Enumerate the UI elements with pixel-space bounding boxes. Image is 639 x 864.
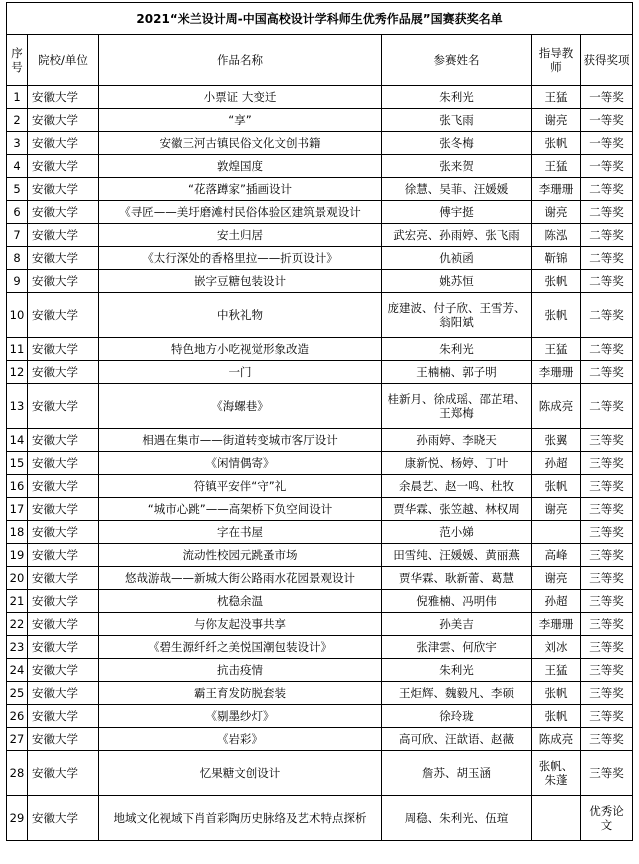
cell-advisor: 李珊珊 — [532, 361, 581, 384]
header-school: 院校/单位 — [28, 35, 99, 86]
cell-work: 小票证 大变迁 — [99, 86, 382, 109]
cell-index: 23 — [7, 636, 28, 659]
cell-school: 安徽大学 — [28, 728, 99, 751]
cell-index: 15 — [7, 452, 28, 475]
cell-advisor — [532, 796, 581, 841]
cell-advisor: 谢亮 — [532, 109, 581, 132]
cell-award: 三等奖 — [581, 475, 633, 498]
cell-work: 符镇平安伴“守”礼 — [99, 475, 382, 498]
cell-advisor: 王猛 — [532, 338, 581, 361]
cell-advisor: 李珊珊 — [532, 613, 581, 636]
cell-participants: 孙美吉 — [382, 613, 532, 636]
cell-participants: 周稳、朱利光、伍瑄 — [382, 796, 532, 841]
cell-school: 安徽大学 — [28, 452, 99, 475]
cell-award: 三等奖 — [581, 521, 633, 544]
cell-advisor: 谢亮 — [532, 498, 581, 521]
cell-work: “花落蹲家”插画设计 — [99, 178, 382, 201]
cell-advisor: 靳锦 — [532, 247, 581, 270]
header-advisor: 指导教师 — [532, 35, 581, 86]
cell-award: 一等奖 — [581, 109, 633, 132]
cell-award-line: 文 — [600, 818, 613, 832]
cell-index: 10 — [7, 293, 28, 338]
table-row — [7, 109, 633, 132]
cell-participants: 孙雨婷、李晓天 — [382, 429, 532, 452]
cell-work: 安徽三河古镇民俗文化文创书籍 — [99, 132, 382, 155]
cell-school: 安徽大学 — [28, 636, 99, 659]
cell-work: 一门 — [99, 361, 382, 384]
cell-participants: 张来贺 — [382, 155, 532, 178]
cell-index: 19 — [7, 544, 28, 567]
cell-index: 11 — [7, 338, 28, 361]
cell-work: “享” — [99, 109, 382, 132]
cell-index: 18 — [7, 521, 28, 544]
cell-participants — [382, 384, 532, 429]
cell-participants: 张冬梅 — [382, 132, 532, 155]
cell-index: 6 — [7, 201, 28, 224]
table-row — [7, 155, 633, 178]
cell-participants: 姚苏恒 — [382, 270, 532, 293]
cell-advisor: 张帆 — [532, 682, 581, 705]
cell-award — [581, 796, 633, 841]
cell-school: 安徽大学 — [28, 224, 99, 247]
cell-school: 安徽大学 — [28, 270, 99, 293]
cell-school: 安徽大学 — [28, 544, 99, 567]
cell-award: 二等奖 — [581, 293, 633, 338]
cell-award: 三等奖 — [581, 636, 633, 659]
cell-index: 25 — [7, 682, 28, 705]
cell-participants: 范小娣 — [382, 521, 532, 544]
table-row — [7, 429, 633, 452]
cell-award: 二等奖 — [581, 224, 633, 247]
table-row — [7, 751, 633, 796]
cell-advisor: 陈成亮 — [532, 728, 581, 751]
cell-award: 二等奖 — [581, 178, 633, 201]
table-row — [7, 682, 633, 705]
cell-school: 安徽大学 — [28, 429, 99, 452]
cell-advisor: 张帆 — [532, 293, 581, 338]
cell-participants: 仇祯函 — [382, 247, 532, 270]
cell-participants: 朱利光 — [382, 338, 532, 361]
cell-participants: 贾华霖、张笠越、林权周 — [382, 498, 532, 521]
cell-participants-line: 桂新月、徐成瑶、邵芷珺、 — [387, 392, 526, 406]
cell-award: 二等奖 — [581, 247, 633, 270]
cell-participants: 傅宇挺 — [382, 201, 532, 224]
cell-advisor: 谢亮 — [532, 201, 581, 224]
table-row — [7, 293, 633, 338]
cell-advisor: 王猛 — [532, 659, 581, 682]
cell-award: 三等奖 — [581, 682, 633, 705]
table-row — [7, 86, 633, 109]
cell-work: 嵌字豆糖包装设计 — [99, 270, 382, 293]
cell-work: 字在书屋 — [99, 521, 382, 544]
cell-index: 9 — [7, 270, 28, 293]
cell-award: 三等奖 — [581, 728, 633, 751]
table-body — [7, 86, 633, 841]
cell-index: 28 — [7, 751, 28, 796]
cell-award: 一等奖 — [581, 155, 633, 178]
cell-work: 《海螺巷》 — [99, 384, 382, 429]
table-row — [7, 338, 633, 361]
cell-school: 安徽大学 — [28, 705, 99, 728]
cell-participants: 倪雅楠、冯明伟 — [382, 590, 532, 613]
cell-participants: 高可欣、汪歆语、赵薇 — [382, 728, 532, 751]
cell-work: 忆果糖文创设计 — [99, 751, 382, 796]
cell-work: 《闲情偶寄》 — [99, 452, 382, 475]
cell-award: 三等奖 — [581, 659, 633, 682]
cell-work: 安土归居 — [99, 224, 382, 247]
cell-participants: 王炬辉、魏毅凡、李硕 — [382, 682, 532, 705]
cell-participants: 康新悦、杨婷、丁叶 — [382, 452, 532, 475]
cell-school: 安徽大学 — [28, 247, 99, 270]
cell-advisor: 张帆 — [532, 270, 581, 293]
table-row — [7, 636, 633, 659]
cell-school: 安徽大学 — [28, 201, 99, 224]
cell-work: 特色地方小吃视觉形象改造 — [99, 338, 382, 361]
cell-school: 安徽大学 — [28, 567, 99, 590]
cell-index: 24 — [7, 659, 28, 682]
cell-advisor: 孙超 — [532, 452, 581, 475]
table-row — [7, 361, 633, 384]
cell-participants: 詹苏、胡玉涵 — [382, 751, 532, 796]
cell-work: 与你友起没事共享 — [99, 613, 382, 636]
table-row — [7, 132, 633, 155]
header-index: 序号 — [7, 35, 28, 86]
cell-index: 27 — [7, 728, 28, 751]
cell-school: 安徽大学 — [28, 361, 99, 384]
cell-index: 3 — [7, 132, 28, 155]
cell-work: 《太行深处的香格里拉——折页设计》 — [99, 247, 382, 270]
table-row — [7, 201, 633, 224]
cell-participants: 张飞雨 — [382, 109, 532, 132]
cell-participants: 田雪纯、汪媛媛、黄丽燕 — [382, 544, 532, 567]
cell-award: 三等奖 — [581, 705, 633, 728]
cell-participants: 王楠楠、郭子明 — [382, 361, 532, 384]
cell-participants: 贾华霖、耿新蕾、葛慧 — [382, 567, 532, 590]
cell-index: 14 — [7, 429, 28, 452]
table-row — [7, 178, 633, 201]
cell-participants: 朱利光 — [382, 86, 532, 109]
cell-award: 三等奖 — [581, 452, 633, 475]
cell-school: 安徽大学 — [28, 132, 99, 155]
cell-work: 中秋礼物 — [99, 293, 382, 338]
cell-index: 16 — [7, 475, 28, 498]
cell-advisor: 孙超 — [532, 590, 581, 613]
cell-school: 安徽大学 — [28, 475, 99, 498]
cell-work: “城市心跳”——高架桥下负空间设计 — [99, 498, 382, 521]
cell-advisor: 谢亮 — [532, 567, 581, 590]
table-row — [7, 659, 633, 682]
table-row — [7, 705, 633, 728]
cell-index: 20 — [7, 567, 28, 590]
table-row — [7, 247, 633, 270]
table-row — [7, 224, 633, 247]
table-row — [7, 544, 633, 567]
cell-school: 安徽大学 — [28, 384, 99, 429]
cell-work: 枕稳余温 — [99, 590, 382, 613]
cell-advisor: 张帆 — [532, 475, 581, 498]
cell-advisor: 刘冰 — [532, 636, 581, 659]
cell-work: 抗击疫情 — [99, 659, 382, 682]
cell-award: 二等奖 — [581, 338, 633, 361]
cell-participants: 武宏亮、孙雨婷、张飞雨 — [382, 224, 532, 247]
cell-school: 安徽大学 — [28, 590, 99, 613]
cell-index: 1 — [7, 86, 28, 109]
cell-participants — [382, 293, 532, 338]
cell-participants: 徐慧、吴菲、汪媛媛 — [382, 178, 532, 201]
cell-school: 安徽大学 — [28, 293, 99, 338]
table-row — [7, 475, 633, 498]
cell-school: 安徽大学 — [28, 155, 99, 178]
table-row — [7, 521, 633, 544]
cell-participants: 徐玲珑 — [382, 705, 532, 728]
cell-award: 三等奖 — [581, 751, 633, 796]
cell-advisor: 陈泓 — [532, 224, 581, 247]
cell-award: 二等奖 — [581, 384, 633, 429]
cell-school: 安徽大学 — [28, 521, 99, 544]
cell-work: 《寻匠——美圩磨滩村民俗体验区建筑景观设计 — [99, 201, 382, 224]
cell-participants-line: 庞建波、付子欣、王雪芳、 — [387, 301, 526, 315]
cell-work: 《岩彩》 — [99, 728, 382, 751]
cell-award: 三等奖 — [581, 544, 633, 567]
table-row — [7, 567, 633, 590]
cell-award: 二等奖 — [581, 361, 633, 384]
cell-award: 一等奖 — [581, 132, 633, 155]
cell-school: 安徽大学 — [28, 178, 99, 201]
cell-school: 安徽大学 — [28, 751, 99, 796]
cell-participants-line: 王郑梅 — [439, 406, 474, 420]
cell-award-line: 优秀论 — [589, 804, 624, 818]
cell-advisor: 王猛 — [532, 86, 581, 109]
cell-school: 安徽大学 — [28, 109, 99, 132]
cell-work: 《碧生源纤纤之美悦国潮包装设计》 — [99, 636, 382, 659]
cell-school: 安徽大学 — [28, 659, 99, 682]
cell-award: 三等奖 — [581, 498, 633, 521]
cell-school: 安徽大学 — [28, 338, 99, 361]
cell-work: 流动性校园元跳蚤市场 — [99, 544, 382, 567]
cell-work: 敦煌国度 — [99, 155, 382, 178]
cell-advisor: 张翼 — [532, 429, 581, 452]
cell-school: 安徽大学 — [28, 86, 99, 109]
cell-participants-line: 翁阳斌 — [439, 315, 474, 329]
header-work: 作品名称 — [99, 35, 382, 86]
cell-index: 12 — [7, 361, 28, 384]
table-title: 2021“米兰设计周-中国高校设计学科师生优秀作品展”国赛获奖名单 — [7, 3, 633, 35]
cell-advisor: 张帆 — [532, 705, 581, 728]
cell-work: 《剔墨纱灯》 — [99, 705, 382, 728]
cell-index: 26 — [7, 705, 28, 728]
header-participants: 参赛姓名 — [382, 35, 532, 86]
cell-index: 8 — [7, 247, 28, 270]
cell-award: 三等奖 — [581, 429, 633, 452]
cell-school: 安徽大学 — [28, 498, 99, 521]
cell-award: 二等奖 — [581, 201, 633, 224]
cell-index: 17 — [7, 498, 28, 521]
cell-advisor: 高峰 — [532, 544, 581, 567]
table-row — [7, 590, 633, 613]
cell-award: 三等奖 — [581, 567, 633, 590]
cell-work: 悠哉游哉——新城大街公路雨水花园景观设计 — [99, 567, 382, 590]
cell-participants: 余晨艺、赵一鸣、杜牧 — [382, 475, 532, 498]
cell-award: 二等奖 — [581, 270, 633, 293]
cell-school: 安徽大学 — [28, 682, 99, 705]
cell-advisor-line: 朱蓬 — [544, 773, 568, 787]
table-row — [7, 498, 633, 521]
cell-school: 安徽大学 — [28, 796, 99, 841]
table-row — [7, 796, 633, 841]
table-row — [7, 270, 633, 293]
cell-school: 安徽大学 — [28, 613, 99, 636]
cell-index: 4 — [7, 155, 28, 178]
cell-advisor: 王猛 — [532, 155, 581, 178]
cell-index: 5 — [7, 178, 28, 201]
cell-award: 三等奖 — [581, 590, 633, 613]
header-award: 获得奖项 — [581, 35, 633, 86]
table-row — [7, 384, 633, 429]
cell-index: 21 — [7, 590, 28, 613]
header-row — [7, 35, 633, 86]
cell-advisor: 李珊珊 — [532, 178, 581, 201]
cell-award: 一等奖 — [581, 86, 633, 109]
cell-advisor: 陈成亮 — [532, 384, 581, 429]
cell-index: 29 — [7, 796, 28, 841]
cell-work: 相遇在集市——街道转变城市客厅设计 — [99, 429, 382, 452]
cell-participants: 张津雲、何欣宇 — [382, 636, 532, 659]
table-row — [7, 613, 633, 636]
cell-participants: 朱利光 — [382, 659, 532, 682]
cell-work: 地域文化视域下肖首彩陶历史脉络及艺术特点探析 — [99, 796, 382, 841]
cell-index: 7 — [7, 224, 28, 247]
cell-index: 13 — [7, 384, 28, 429]
cell-index: 2 — [7, 109, 28, 132]
cell-index: 22 — [7, 613, 28, 636]
cell-advisor — [532, 521, 581, 544]
cell-work: 霸王育发防脱套装 — [99, 682, 382, 705]
cell-advisor-line: 张帆、 — [538, 759, 574, 773]
cell-award: 三等奖 — [581, 613, 633, 636]
table-row — [7, 728, 633, 751]
cell-advisor — [532, 751, 581, 796]
cell-advisor: 张帆 — [532, 132, 581, 155]
award-table — [6, 2, 633, 841]
table-row — [7, 452, 633, 475]
